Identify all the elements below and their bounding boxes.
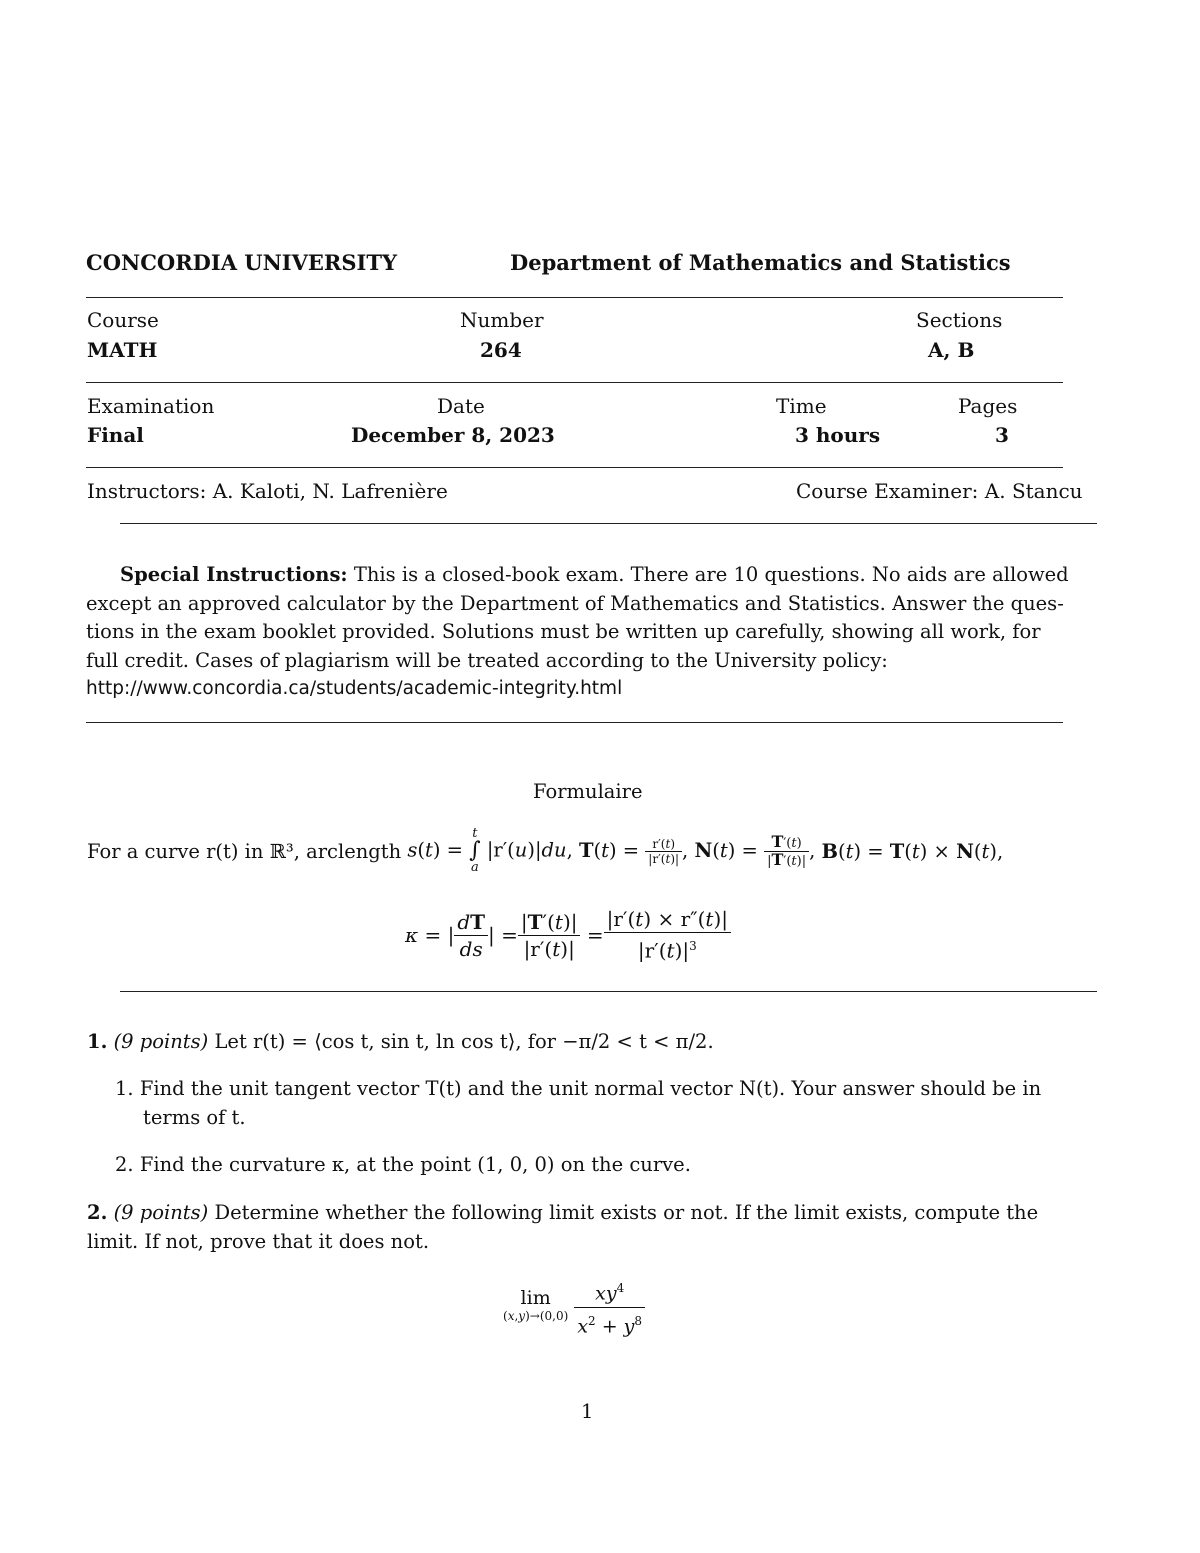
rule — [120, 991, 1097, 992]
rule — [86, 722, 1063, 723]
date-value: December 8, 2023 — [351, 423, 555, 447]
rule — [86, 382, 1063, 383]
exam-value: Final — [87, 423, 144, 447]
formula-intro: For a curve r(t) in ℝ³, arclength — [87, 839, 402, 863]
number-value: 264 — [480, 338, 522, 362]
course-examiner: Course Examiner: A. Stancu — [796, 479, 1083, 503]
rule — [120, 523, 1097, 524]
question-1-part-2: 2. Find the curvature κ, at the point (1, 0, 0) on the curve. — [115, 1153, 691, 1176]
tangent-formula: T(t) = $\frac{r'(t)}{|r'(t)|}$ , — [578, 836, 689, 866]
number-label: Number — [460, 308, 544, 332]
question-points: (9 points) — [113, 1030, 209, 1053]
department-name: Department of Mathematics and Statistics — [510, 250, 1011, 275]
question-number: 1. — [87, 1030, 108, 1053]
instructors: Instructors: A. Kaloti, N. Lafrenière — [87, 479, 448, 503]
binormal-formula: B(t) = T(t) × N(t), — [821, 839, 1004, 863]
question-1-part-1: 1. Find the unit tangent vector T(t) and the unit normal vector N(t). Your answer should be in terms of t. — [115, 1077, 1042, 1129]
university-name: CONCORDIA UNIVERSITY — [86, 250, 397, 275]
question-1 — [87, 1028, 1087, 1057]
integral-sign: t ∫ a — [469, 826, 481, 875]
question-stem: Let r(t) = ⟨cos t, sin t, ln cos t⟩, for −π/2 < t < π/2. — [214, 1030, 714, 1053]
arclength-formula: s(t) = t ∫ a |r′(u)|du, — [407, 826, 573, 875]
pages-label: Pages — [958, 394, 1018, 418]
pages-value: 3 — [995, 423, 1009, 447]
rule — [86, 467, 1063, 468]
instructions-lead: Special Instructions: — [120, 563, 348, 586]
policy-link[interactable]: http://www.concordia.ca/students/academic-integrity.html — [86, 678, 623, 699]
limit-expression: lim (x,y)→(0,0) $\frac{xy^4}{x^2 + y^8}$ — [503, 1275, 645, 1339]
time-value: 3 hours — [795, 423, 881, 447]
formulaire-title: Formulaire — [533, 780, 643, 803]
question-2: 2. (9 points) Determine whether the following limit exists or not. If the limit exists, compute the limit. If not, prove that it does not. — [87, 1201, 1039, 1253]
sections-value: A, B — [928, 338, 975, 362]
page-number: 1 — [581, 1400, 594, 1423]
course-label: Course — [87, 308, 159, 332]
sections-label: Sections — [916, 308, 1003, 332]
formula-line-1 — [87, 816, 1003, 886]
curvature-formula: κ = | $\frac{dT}{ds}$ | = $\frac{|T'(t)|}{|r'(t)|}$ = $\frac{|r'(t) \times r''(t)|}{|r'(t)|^3}$ — [405, 900, 731, 970]
exam-label: Examination — [87, 394, 215, 418]
course-value: MATH — [87, 338, 158, 362]
normal-formula: N(t) = $\frac{T'(t)}{|T'(t)|}$ , — [694, 831, 816, 869]
date-label: Date — [437, 394, 485, 418]
special-instructions: Special Instructions: This is a closed-book exam. There are 10 questions. No aids are allowed except an approved calculator by the Department of Mathematics and Statistics. Answer the ques- tions in the exam booklet provided. Solutions must be written up carefully, showing all work, for full credit. Cases of plagiarism will be treated according to the University policy: http://www.concordia.ca/students/academic-integrity.html — [86, 561, 1086, 704]
question-number: 2. — [87, 1201, 108, 1224]
time-label: Time — [776, 394, 827, 418]
question-points: (9 points) — [113, 1201, 209, 1224]
rule — [86, 297, 1063, 298]
